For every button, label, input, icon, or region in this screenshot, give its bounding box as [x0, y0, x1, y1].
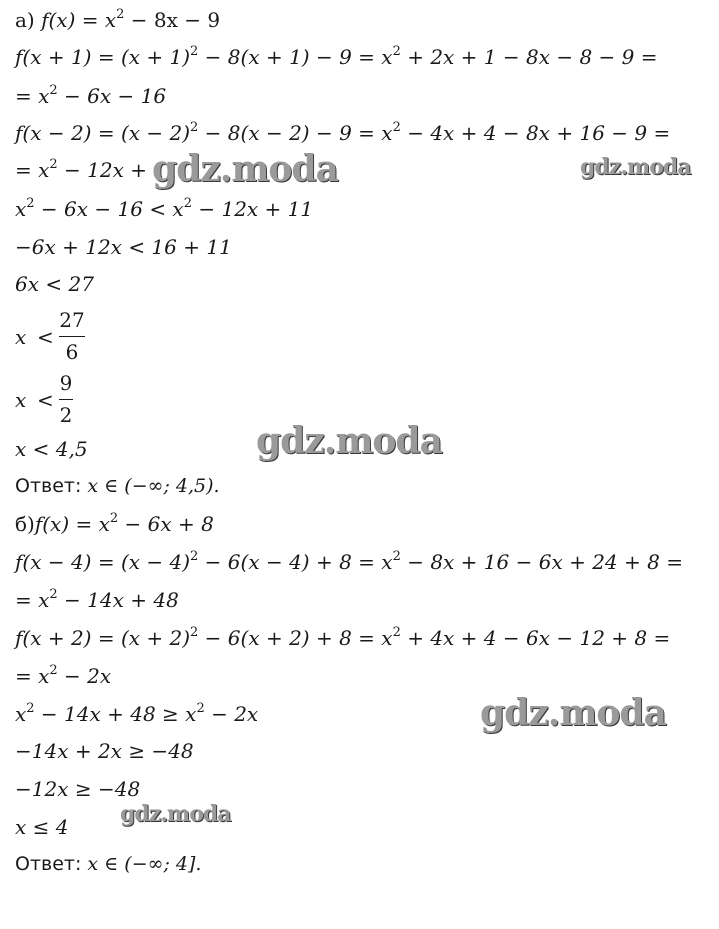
equation-text: − 6x − 16 — [57, 84, 167, 108]
exponent: 2 — [109, 511, 119, 526]
variable: x — [15, 325, 27, 349]
equation-text: x — [15, 197, 27, 221]
part-b-line-8: −12x ≥ −48 — [15, 777, 141, 801]
equation-text: + 2x + 1 − 8x − 8 − 9 = — [400, 45, 658, 69]
exponent: 2 — [190, 625, 199, 640]
answer-value: x ∈ (−∞; 4]. — [87, 853, 202, 875]
exponent: 2 — [190, 44, 199, 59]
operator: < — [37, 388, 54, 412]
watermark-logo: gdz.moda — [152, 148, 338, 190]
equation-text: = x — [15, 84, 50, 108]
equation-text: = x — [15, 588, 50, 612]
exponent: 2 — [183, 196, 192, 211]
part-b-line-9: x ≤ 4 — [15, 815, 69, 839]
exponent: 2 — [49, 663, 58, 678]
fraction-numerator: 27 — [59, 308, 85, 332]
exponent: 2 — [190, 549, 199, 564]
part-b-line-3 — [15, 588, 179, 616]
variable: x — [15, 388, 27, 412]
watermark-logo: gdz.moda — [120, 801, 231, 827]
part-b-answer — [15, 852, 201, 876]
part-a-line-11: x < 4,5 — [15, 437, 88, 461]
equation-text: − 2x — [204, 702, 259, 726]
fraction-denominator: 2 — [59, 403, 73, 427]
operator: < — [37, 325, 54, 349]
equation-text: f(x) = x — [41, 8, 117, 32]
fraction-bar — [59, 399, 73, 400]
fraction-denominator: 6 — [65, 340, 79, 364]
watermark-logo: gdz.moda — [580, 154, 691, 180]
part-b-label: б) — [15, 512, 35, 536]
part-b-line-4 — [15, 626, 670, 654]
fraction-bar — [59, 336, 85, 337]
equation-text: − 6(x + 2) + 8 = x — [198, 626, 393, 650]
part-a-line-3 — [15, 84, 166, 112]
fraction-numerator: 9 — [59, 371, 73, 395]
part-a-line-4 — [15, 121, 670, 149]
equation-text: x — [15, 702, 27, 726]
part-a-fraction-2 — [15, 371, 95, 429]
exponent: 2 — [116, 7, 125, 22]
watermark-logo: gdz.moda — [480, 692, 666, 734]
watermark-logo: gdz.moda — [256, 420, 442, 462]
part-b-line-6 — [15, 702, 258, 730]
equation-text: f(x − 2) = (x − 2) — [15, 121, 191, 145]
answer-label: Ответ: — [15, 853, 88, 875]
equation-text: f(x − 4) = (x − 4) — [15, 550, 191, 574]
equation-text: − 2x — [57, 664, 112, 688]
exponent: 2 — [190, 120, 199, 135]
exponent: 2 — [392, 120, 401, 135]
part-b-line-2 — [15, 550, 683, 578]
equation-text: f(x + 2) = (x + 2) — [15, 626, 191, 650]
part-a-line-1 — [15, 8, 220, 36]
equation-text: − 12x + 11 — [57, 158, 179, 182]
exponent: 2 — [392, 625, 401, 640]
equation-text: − 8x − 9 — [124, 8, 221, 32]
exponent: 2 — [49, 83, 58, 98]
equation-text: − 14x + 48 — [57, 588, 179, 612]
part-a-fraction-1 — [15, 308, 95, 366]
exponent: 2 — [392, 549, 401, 564]
exponent: 2 — [196, 701, 205, 716]
equation-text: = x — [15, 664, 50, 688]
equation-text: − 14x + 48 ≥ x — [34, 702, 197, 726]
equation-text: − 6(x − 4) + 8 = x — [198, 550, 393, 574]
equation-text: − 12x + 11 — [192, 197, 314, 221]
answer-label: Ответ: — [15, 475, 88, 497]
equation-text: − 8x + 16 − 6x + 24 + 8 = — [400, 550, 683, 574]
equation-text: f(x + 1) = (x + 1) — [15, 45, 191, 69]
part-b-line-1 — [15, 512, 214, 540]
part-a-answer — [15, 474, 220, 498]
equation-text: − 4x + 4 − 8x + 16 − 9 = — [400, 121, 671, 145]
exponent: 2 — [49, 157, 58, 172]
part-a-label: а) — [15, 8, 42, 32]
part-a-line-7: −6x + 12x < 16 + 11 — [15, 235, 232, 259]
answer-value: x ∈ (−∞; 4,5). — [87, 475, 220, 497]
part-a-line-8: 6x < 27 — [15, 272, 94, 296]
equation-text: − 6x − 16 < x — [34, 197, 184, 221]
exponent: 2 — [26, 196, 35, 211]
exponent: 2 — [49, 587, 58, 602]
equation-text: − 8(x + 1) − 9 = x — [198, 45, 393, 69]
equation-text: f(x) = x — [34, 512, 110, 536]
part-a-line-6 — [15, 197, 313, 225]
part-b-line-5 — [15, 664, 111, 692]
part-b-line-7: −14x + 2x ≥ −48 — [15, 739, 194, 763]
equation-text: = x — [15, 158, 50, 182]
exponent: 2 — [26, 701, 35, 716]
equation-text: − 6x + 8 — [118, 512, 214, 536]
exponent: 2 — [392, 44, 401, 59]
equation-text: − 8(x − 2) − 9 = x — [198, 121, 393, 145]
equation-text: + 4x + 4 − 6x − 12 + 8 = — [400, 626, 671, 650]
part-a-line-2 — [15, 45, 658, 73]
